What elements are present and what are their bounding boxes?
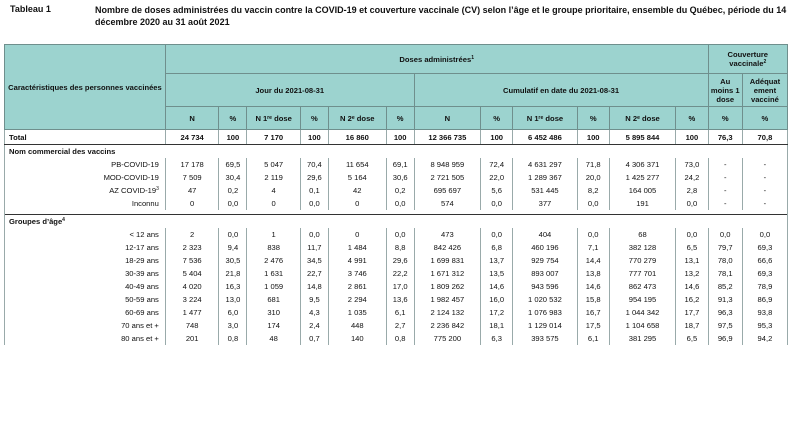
table-cell: 16 860: [328, 130, 386, 145]
table-cell: 5 047: [247, 158, 301, 171]
table-cell: 73,0: [676, 158, 708, 171]
table-cell: 78,9: [742, 280, 787, 293]
table-cell: 0,8: [386, 332, 414, 345]
table-cell: 96,3: [708, 306, 742, 319]
table-cell: 893 007: [513, 267, 577, 280]
table-cell: 100: [386, 130, 414, 145]
table-row: [5, 306, 788, 319]
table-cell: 1 484: [328, 241, 386, 254]
table-cell: 16,7: [577, 306, 609, 319]
column-header: N: [414, 107, 480, 130]
table-cell: 79,7: [708, 241, 742, 254]
column-header: %: [676, 107, 708, 130]
table-cell: 0,0: [386, 228, 414, 241]
table-cell: 929 754: [513, 254, 577, 267]
table-cell: 14,6: [577, 280, 609, 293]
table-cell: 748: [165, 319, 219, 332]
table-cell: 78,0: [708, 254, 742, 267]
table-cell: 0,2: [386, 184, 414, 197]
header-adequately-vaccinated: Adéquat ement vacciné: [742, 74, 787, 107]
column-header: N 2ᵉ dose: [609, 107, 675, 130]
table-cell: 377: [513, 197, 577, 210]
table-cell: 91,3: [708, 293, 742, 306]
table-cell: 16,3: [219, 280, 247, 293]
row-label: Inconnu: [5, 197, 166, 210]
table-cell: 14,8: [300, 280, 328, 293]
table-cell: 0,0: [300, 228, 328, 241]
table-cell: 2 236 842: [414, 319, 480, 332]
table-cell: 1 104 658: [609, 319, 675, 332]
table-cell: 531 445: [513, 184, 577, 197]
table-cell: 6,1: [577, 332, 609, 345]
table-cell: 17 178: [165, 158, 219, 171]
table-row: [5, 130, 788, 145]
table-row: [5, 293, 788, 306]
table-cell: 5 404: [165, 267, 219, 280]
table-cell: 22,2: [386, 267, 414, 280]
table-cell: 1 035: [328, 306, 386, 319]
table-cell: 6,1: [386, 306, 414, 319]
table-cell: 29,6: [300, 171, 328, 184]
table-cell: 6 452 486: [513, 130, 577, 145]
table-cell: 381 295: [609, 332, 675, 345]
table-cell: 22,0: [481, 171, 513, 184]
table-cell: 1 289 367: [513, 171, 577, 184]
table-cell: 1 477: [165, 306, 219, 319]
table-cell: 100: [676, 130, 708, 145]
table-cell: 100: [300, 130, 328, 145]
table-cell: 448: [328, 319, 386, 332]
table-cell: 4,3: [300, 306, 328, 319]
table-cell: 48: [247, 332, 301, 345]
table-cell: 2 294: [328, 293, 386, 306]
table-cell: 86,9: [742, 293, 787, 306]
table-cell: 695 697: [414, 184, 480, 197]
table-cell: 18,7: [676, 319, 708, 332]
table-cell: 838: [247, 241, 301, 254]
row-label: AZ COVID-$19^3$: [5, 184, 166, 197]
table-cell: 17,0: [386, 280, 414, 293]
row-label: < 12 ans: [5, 228, 166, 241]
table-cell: 862 473: [609, 280, 675, 293]
table-cell: 95,3: [742, 319, 787, 332]
table-cell: 68: [609, 228, 675, 241]
table-cell: 0,0: [577, 197, 609, 210]
table-header: [10, 4, 790, 36]
table-cell: 6,3: [481, 332, 513, 345]
table-cell: 13,5: [481, 267, 513, 280]
table-cell: 6,8: [481, 241, 513, 254]
table-cell: 2 124 132: [414, 306, 480, 319]
row-label: Groupes d’âge$^4$: [5, 215, 788, 229]
table-cell: 96,9: [708, 332, 742, 345]
table-row: [5, 267, 788, 280]
table-cell: 6,0: [219, 306, 247, 319]
header-vaccine-coverage: Couverture vaccinale$^2$: [708, 45, 787, 74]
column-header: %: [577, 107, 609, 130]
table-cell: 93,8: [742, 306, 787, 319]
table-cell: 382 128: [609, 241, 675, 254]
table-cell: 18,1: [481, 319, 513, 332]
table-cell: 14,4: [577, 254, 609, 267]
table-cell: -: [742, 158, 787, 171]
table-cell: 0,0: [708, 228, 742, 241]
table-cell: 6,5: [676, 332, 708, 345]
table-cell: 0,0: [577, 228, 609, 241]
table-cell: -: [708, 184, 742, 197]
table-cell: 3 224: [165, 293, 219, 306]
table-cell: 1 982 457: [414, 293, 480, 306]
table-cell: 2 323: [165, 241, 219, 254]
table-cell: 4 020: [165, 280, 219, 293]
table-cell: 24,2: [676, 171, 708, 184]
table-cell: 13,2: [676, 267, 708, 280]
table-cell: 85,2: [708, 280, 742, 293]
table-cell: 3 746: [328, 267, 386, 280]
table-cell: 71,8: [577, 158, 609, 171]
table-cell: 1 059: [247, 280, 301, 293]
table-cell: 30,5: [219, 254, 247, 267]
table-cell: 1 076 983: [513, 306, 577, 319]
table-cell: 8,2: [577, 184, 609, 197]
table-cell: 17,5: [577, 319, 609, 332]
row-label: Nom commercial des vaccins: [5, 145, 788, 159]
table-cell: 8,8: [386, 241, 414, 254]
table-cell: 460 196: [513, 241, 577, 254]
table-cell: -: [708, 158, 742, 171]
table-cell: -: [708, 197, 742, 210]
column-header: %: [742, 107, 787, 130]
table-cell: -: [708, 171, 742, 184]
table-cell: -: [742, 197, 787, 210]
table-cell: 775 200: [414, 332, 480, 345]
table-cell: 100: [577, 130, 609, 145]
table-cell: 4 306 371: [609, 158, 675, 171]
row-label: 80 ans et +: [5, 332, 166, 345]
table-cell: 2 476: [247, 254, 301, 267]
table-cell: 4 631 297: [513, 158, 577, 171]
table-cell: 0: [247, 197, 301, 210]
table-cell: 574: [414, 197, 480, 210]
table-cell: 100: [219, 130, 247, 145]
table-cell: 20,0: [577, 171, 609, 184]
table-cell: 0,8: [219, 332, 247, 345]
header-characteristics: Caractéristiques des personnes vaccinées: [5, 45, 166, 130]
table-cell: 0,0: [481, 228, 513, 241]
table-cell: 12 366 735: [414, 130, 480, 145]
table-cell: 66,6: [742, 254, 787, 267]
table-cell: 140: [328, 332, 386, 345]
table-cell: 2,8: [676, 184, 708, 197]
table-cell: 0,0: [481, 197, 513, 210]
table-cell: 13,8: [577, 267, 609, 280]
row-label: 18-29 ans: [5, 254, 166, 267]
row-label: PB-COVID-19: [5, 158, 166, 171]
row-label: 60-69 ans: [5, 306, 166, 319]
table-cell: 30,4: [219, 171, 247, 184]
table-cell: 69,3: [742, 241, 787, 254]
table-cell: 97,5: [708, 319, 742, 332]
table-row: [5, 228, 788, 241]
table-cell: 16,2: [676, 293, 708, 306]
table-cell: 69,3: [742, 267, 787, 280]
table-row: [5, 158, 788, 171]
table-cell: 404: [513, 228, 577, 241]
table-cell: 1 699 831: [414, 254, 480, 267]
table-cell: 15,8: [577, 293, 609, 306]
column-header: N: [165, 107, 219, 130]
column-header: N 1ʳᵉ dose: [513, 107, 577, 130]
table-cell: 6,5: [676, 241, 708, 254]
table-cell: 0: [165, 197, 219, 210]
table-cell: 174: [247, 319, 301, 332]
table-cell: 0,7: [300, 332, 328, 345]
table-cell: -: [742, 171, 787, 184]
table-cell: 11,7: [300, 241, 328, 254]
table-cell: 1 020 532: [513, 293, 577, 306]
table-cell: 3,0: [219, 319, 247, 332]
table-cell: 5 164: [328, 171, 386, 184]
table-cell: 943 596: [513, 280, 577, 293]
column-header: %: [386, 107, 414, 130]
table-cell: 5 895 844: [609, 130, 675, 145]
table-row: [5, 171, 788, 184]
table-row: [5, 215, 788, 229]
table-cell: 1: [247, 228, 301, 241]
table-cell: 22,7: [300, 267, 328, 280]
table-cell: 14,6: [481, 280, 513, 293]
table-cell: 954 195: [609, 293, 675, 306]
table-cell: 0,0: [219, 228, 247, 241]
column-header: N 2ᵉ dose: [328, 107, 386, 130]
table-cell: 0,1: [300, 184, 328, 197]
table-cell: 2,7: [386, 319, 414, 332]
table-cell: 47: [165, 184, 219, 197]
table-cell: 8 948 959: [414, 158, 480, 171]
table-cell: 0,0: [742, 228, 787, 241]
table-cell: 0,0: [386, 197, 414, 210]
table-cell: 2,4: [300, 319, 328, 332]
table-cell: 0: [328, 197, 386, 210]
table-cell: 0,0: [676, 197, 708, 210]
header-cumulative: Cumulatif en date du 2021-08-31: [414, 74, 708, 107]
table-cell: 9,4: [219, 241, 247, 254]
header-day: Jour du 2021-08-31: [165, 74, 414, 107]
header-at-least-one-dose: Au moins 1 dose: [708, 74, 742, 107]
column-header: %: [300, 107, 328, 130]
table-cell: 4: [247, 184, 301, 197]
column-header: %: [708, 107, 742, 130]
row-label: 30-39 ans: [5, 267, 166, 280]
table-cell: 17,7: [676, 306, 708, 319]
table-cell: 76,3: [708, 130, 742, 145]
table-number: Tableau 1: [10, 4, 51, 14]
table-cell: 5,6: [481, 184, 513, 197]
table-row: [5, 280, 788, 293]
table-row: [5, 241, 788, 254]
table-cell: 7 170: [247, 130, 301, 145]
table-cell: 70,4: [300, 158, 328, 171]
row-label: 40-49 ans: [5, 280, 166, 293]
table-cell: 21,8: [219, 267, 247, 280]
table-cell: 1 631: [247, 267, 301, 280]
table-row: [5, 254, 788, 267]
vaccination-table: [4, 44, 788, 345]
table-cell: 0,0: [219, 197, 247, 210]
table-cell: 29,6: [386, 254, 414, 267]
row-label: Total: [5, 130, 166, 145]
table-cell: 164 005: [609, 184, 675, 197]
table-cell: 1 671 312: [414, 267, 480, 280]
table-cell: 777 701: [609, 267, 675, 280]
row-label: 12-17 ans: [5, 241, 166, 254]
table-cell: 7 509: [165, 171, 219, 184]
header-doses-administered: Doses administrées$^1$: [165, 45, 708, 74]
table-cell: 770 279: [609, 254, 675, 267]
table-row: [5, 184, 788, 197]
table-cell: 7,1: [577, 241, 609, 254]
table-cell: 201: [165, 332, 219, 345]
table-cell: 16,0: [481, 293, 513, 306]
table-cell: 0,2: [219, 184, 247, 197]
table-cell: 681: [247, 293, 301, 306]
table-cell: -: [742, 184, 787, 197]
table-cell: 7 536: [165, 254, 219, 267]
row-label: 70 ans et +: [5, 319, 166, 332]
table-cell: 310: [247, 306, 301, 319]
table-row: [5, 332, 788, 345]
table-cell: 11 654: [328, 158, 386, 171]
table-row: [5, 319, 788, 332]
row-label: 50-59 ans: [5, 293, 166, 306]
table-row: [5, 197, 788, 210]
table-caption: Nombre de doses administrées du vaccin contre la COVID-19 et couverture vaccinale (CV) selon l’âge et le groupe prioritaire, ensemble du Québec, période du 14 décembre 2020 au 31 août 2021: [95, 5, 787, 27]
table-cell: 70,8: [742, 130, 787, 145]
table-cell: 393 575: [513, 332, 577, 345]
table-cell: 4 991: [328, 254, 386, 267]
row-label: MOD-COVID-19: [5, 171, 166, 184]
table-cell: 34,5: [300, 254, 328, 267]
table-cell: 0,0: [300, 197, 328, 210]
table-cell: 2 119: [247, 171, 301, 184]
column-header: N 1ʳᵉ dose: [247, 107, 301, 130]
table-cell: 842 426: [414, 241, 480, 254]
table-cell: 24 734: [165, 130, 219, 145]
table-cell: 473: [414, 228, 480, 241]
table-cell: 30,6: [386, 171, 414, 184]
table-cell: 72,4: [481, 158, 513, 171]
table-cell: 13,6: [386, 293, 414, 306]
table-cell: 0: [328, 228, 386, 241]
table-row: [5, 145, 788, 159]
table-cell: 191: [609, 197, 675, 210]
table-cell: 13,0: [219, 293, 247, 306]
table-cell: 1 425 277: [609, 171, 675, 184]
table-cell: 78,1: [708, 267, 742, 280]
column-header: %: [481, 107, 513, 130]
table-cell: 2 721 505: [414, 171, 480, 184]
table-cell: 2: [165, 228, 219, 241]
table-cell: 17,2: [481, 306, 513, 319]
table-cell: 1 809 262: [414, 280, 480, 293]
table-cell: 69,5: [219, 158, 247, 171]
table-cell: 1 044 342: [609, 306, 675, 319]
table-cell: 69,1: [386, 158, 414, 171]
table-cell: 13,1: [676, 254, 708, 267]
table-cell: 94,2: [742, 332, 787, 345]
table-cell: 0,0: [676, 228, 708, 241]
table-cell: 14,6: [676, 280, 708, 293]
table-cell: 2 861: [328, 280, 386, 293]
table-cell: 13,7: [481, 254, 513, 267]
column-header: %: [219, 107, 247, 130]
table-cell: 1 129 014: [513, 319, 577, 332]
table-cell: 9,5: [300, 293, 328, 306]
table-cell: 42: [328, 184, 386, 197]
table-cell: 100: [481, 130, 513, 145]
